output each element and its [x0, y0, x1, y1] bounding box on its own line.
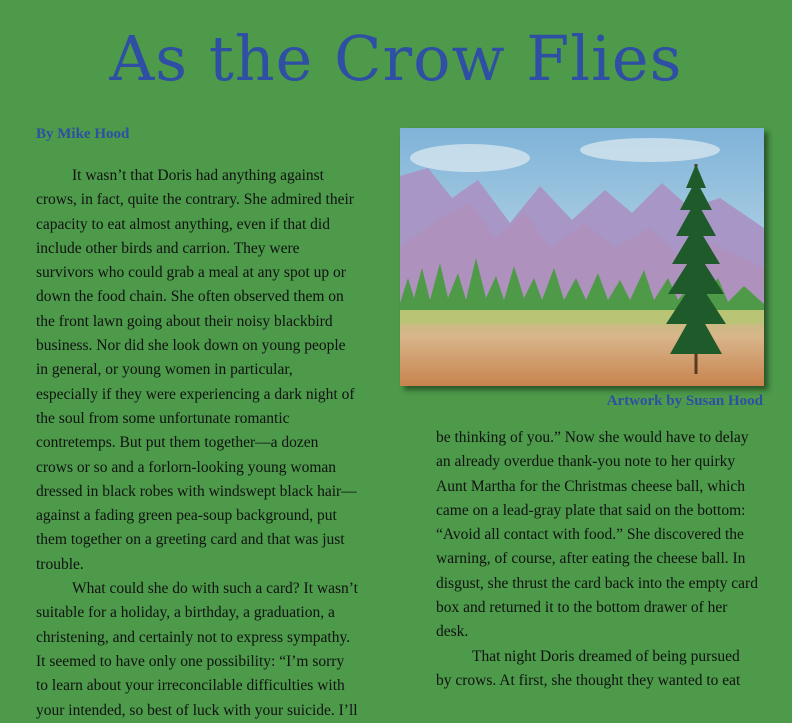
paragraph: be thinking of you.” Now she would have to delay an already overdue thank-you note to her quirky Aunt Martha for the Christmas cheese ball, which came on a lead-gray plate that said on the bottom: “Avoid all contact with food.” She discovered the warning, of course, after eating the cheese ball. In disgust, she thrust the card back into the empty card box and returned it to the bottom drawer of her desk.: [436, 429, 758, 641]
artwork-credit: Artwork by Susan Hood: [606, 393, 763, 409]
watercolor-artwork: [400, 128, 764, 386]
page-title: As the Crow Flies: [109, 22, 683, 95]
landscape-painting: [400, 128, 764, 386]
text-column-left: [36, 164, 358, 723]
paragraph: What could she do with such a card? It wasn’t suitable for a holiday, a birthday, a graduation, a christening, and certainly not to express sympathy. It seemed to have only one possibility: “I’m sorry to learn about your irreconcilable difficulties with your intended, so best of luck with your suicide. I’ll: [36, 580, 358, 719]
paragraph: That night Doris dreamed of being pursued by crows. At first, she thought they wanted to eat: [436, 647, 741, 689]
paragraph: It wasn’t that Doris had anything against crows, in fact, quite the contrary. She admired their capacity to eat almost anything, even if that did include other birds and carrion. They were survivors who could grab a meal at any spot up or down the food chain. She often observed them on the front lawn going about their noisy blackbird business. Nor did she look down on young people in general, or young women in particular, especially if they were experiencing a dark night of the soul from some unfortunate romantic contretemps. But put them together—a dozen crows or so and a forlorn-looking young woman dressed in black robes with windswept black hair—against a fading green pea-soup background, put them together on a greeting card and that was just trouble.: [36, 167, 357, 573]
byline: By Mike Hood: [36, 126, 130, 142]
text-column-right: [436, 426, 758, 693]
